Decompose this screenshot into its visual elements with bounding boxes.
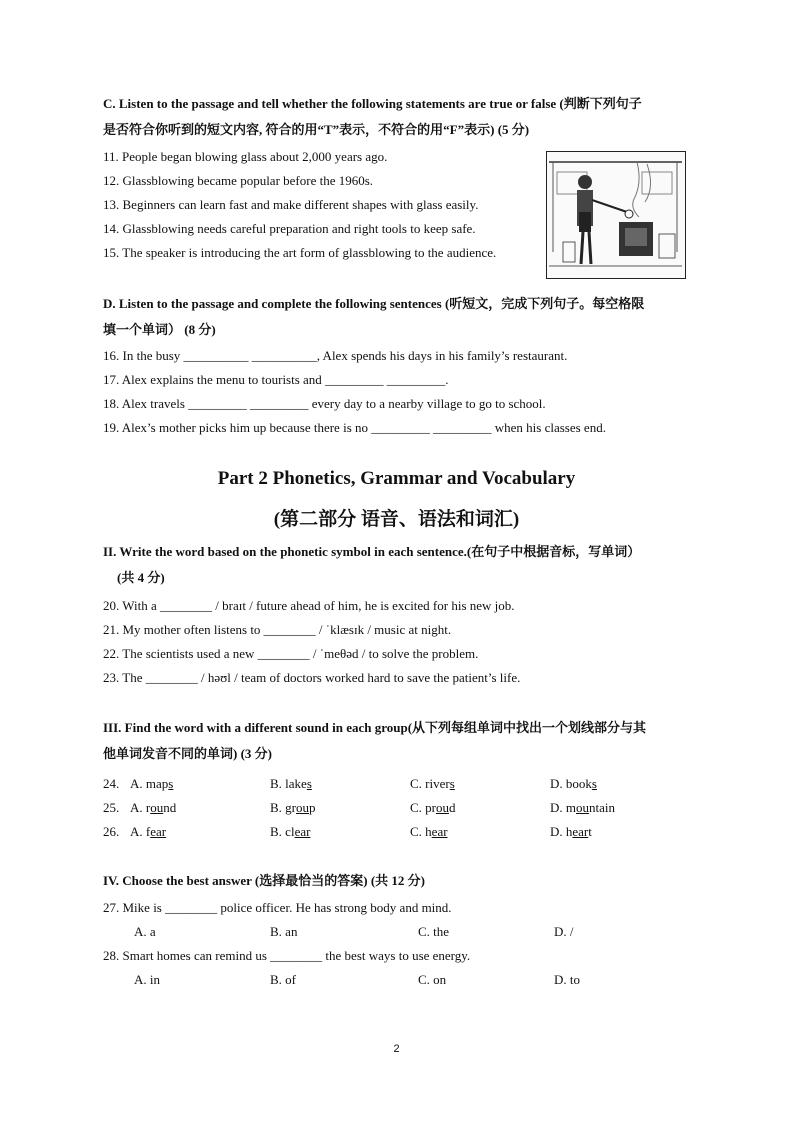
option-d: D. books — [550, 776, 597, 791]
question-number: 26. — [103, 824, 120, 839]
list-item: 21. My mother often listens to ________ / ˈklæsɪk / music at night. — [103, 622, 452, 637]
question-number: 24. — [103, 776, 120, 791]
q28-option-b: B. of — [270, 972, 296, 987]
section-ii-header — [103, 539, 640, 591]
option-c: C. hear — [410, 824, 448, 839]
part2-subtitle: (第二部分 语音、语法和词汇) — [273, 509, 520, 530]
section-iii-header-line2: 他单词发音不同的单词) (3 分) — [103, 746, 272, 761]
page-number: 2 — [393, 1043, 400, 1055]
option-b: B. clear — [270, 824, 311, 839]
section-c-header — [103, 91, 642, 143]
section-ii-header-line2: (共 4 分) — [117, 570, 165, 585]
section-iii-header-line1: III. Find the word with a different sound in each group(从下列每组单词中找出一个划线部分与其 — [103, 720, 647, 735]
section-ii-header-line1: II. Write the word based on the phonetic symbol in each sentence.(在句子中根据音标，写单词） — [103, 544, 641, 559]
option-c: C. rivers — [410, 776, 455, 791]
list-item: 17. Alex explains the menu to tourists and _________ _________. — [103, 372, 449, 387]
q27-option-b: B. an — [270, 924, 298, 939]
q27-option-d: D. / — [554, 924, 574, 939]
section-iv-header: IV. Choose the best answer (选择最恰当的答案) (共 12 分) — [103, 873, 425, 888]
option-d: D. mountain — [550, 800, 615, 815]
list-item: 15. The speaker is introducing the art form of glassblowing to the audience. — [103, 245, 497, 260]
list-item: 22. The scientists used a new ________ / ˈmeθəd / to solve the problem. — [103, 646, 479, 661]
q27-option-c: C. the — [418, 924, 450, 939]
list-item: 23. The ________ / həʊl / team of doctors worked hard to save the patient’s life. — [103, 670, 521, 685]
section-d-header — [103, 291, 644, 343]
q28-option-d: D. to — [554, 972, 580, 987]
table-row — [103, 820, 592, 844]
section-c-items — [103, 145, 496, 265]
option-b: B. lakes — [270, 776, 312, 791]
question-27: 27. Mike is ________ police officer. He has strong body and mind. — [103, 900, 452, 915]
option-a: A. maps — [130, 776, 174, 791]
q28-option-c: C. on — [418, 972, 447, 987]
section-c-header-line2: 是否符合你听到的短文内容, 符合的用“T”表示，不符合的用“F”表示) (5 分) — [103, 122, 530, 137]
section-ii-items — [103, 594, 520, 690]
question-number: 25. — [103, 800, 120, 815]
list-item: 16. In the busy __________ __________, Alex spends his days in his family’s restaurant. — [103, 348, 568, 363]
section-d-items — [103, 344, 606, 440]
glassblower-illustration-icon — [546, 151, 686, 279]
option-b: B. group — [270, 800, 316, 815]
list-item: 13. Beginners can learn fast and make different shapes with glass easily. — [103, 197, 479, 212]
list-item: 11. People began blowing glass about 2,000 years ago. — [103, 149, 388, 164]
table-row — [103, 796, 615, 820]
q28-option-a: A. in — [134, 972, 160, 987]
option-d: D. heart — [550, 824, 592, 839]
q27-option-a: A. a — [134, 924, 156, 939]
part2-title: Part 2 Phonetics, Grammar and Vocabulary — [217, 468, 576, 489]
table-row — [103, 772, 597, 796]
list-item: 18. Alex travels _________ _________ every day to a nearby village to go to school. — [103, 396, 546, 411]
question-28: 28. Smart homes can remind us ________ the best ways to use energy. — [103, 948, 471, 963]
section-iii-header — [103, 715, 646, 767]
option-a: A. fear — [130, 824, 167, 839]
list-item: 19. Alex’s mother picks him up because there is no _________ _________ when his classes end. — [103, 420, 606, 435]
option-c: C. proud — [410, 800, 456, 815]
section-d-header-line2: 填一个单词） (8 分) — [103, 322, 216, 337]
option-a: A. round — [130, 800, 177, 815]
list-item: 14. Glassblowing needs careful preparation and right tools to keep safe. — [103, 221, 476, 236]
list-item: 12. Glassblowing became popular before the 1960s. — [103, 173, 374, 188]
section-c-header-line1: C. Listen to the passage and tell whether the following statements are true or false (判断下列句子 — [103, 96, 642, 111]
list-item: 20. With a ________ / braɪt / future ahead of him, he is excited for his new job. — [103, 598, 515, 613]
section-d-header-line1: D. Listen to the passage and complete the following sentences (听短文，完成下列句子。每空格限 — [103, 296, 645, 311]
